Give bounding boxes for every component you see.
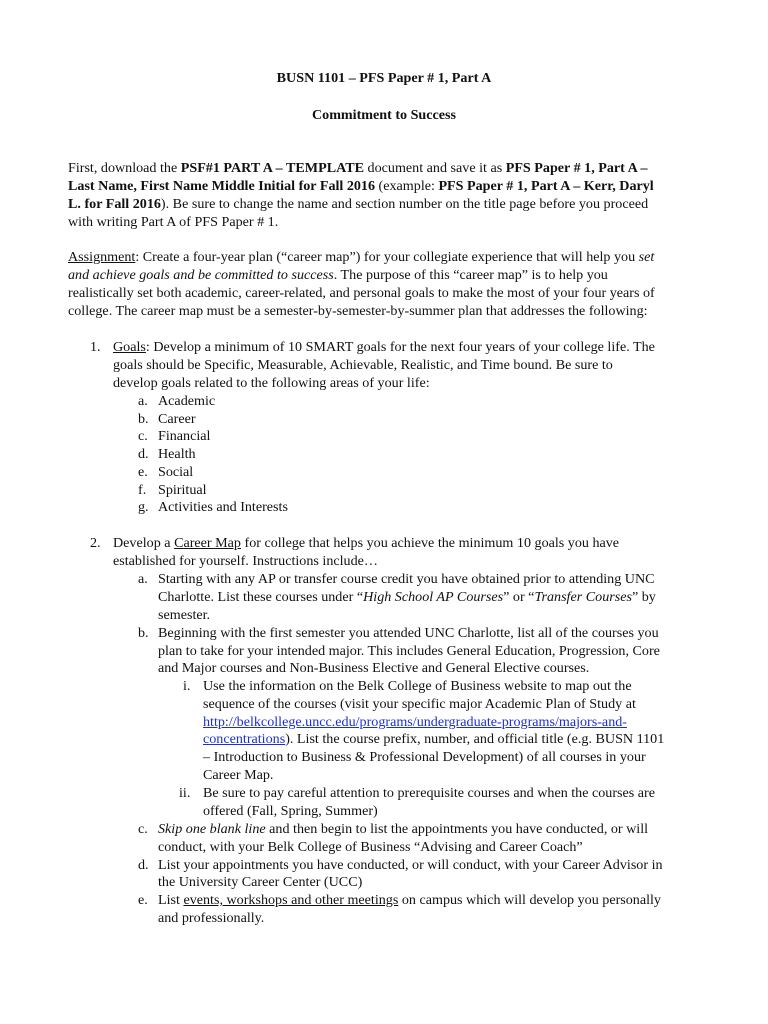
- subitem-d-line-1: List your appointments you have conducted, or will conduct, with your Career Advisor in: [158, 857, 663, 873]
- subitem-bi-line-3: [203, 714, 627, 732]
- intro-text: (example:: [375, 178, 439, 194]
- goal-area-health: Health: [158, 446, 196, 462]
- transfer-courses-label: Transfer Courses: [534, 589, 632, 605]
- plan-of-study-link[interactable]: http://belkcollege.uncc.edu/programs/undergraduate-programs/majors-and-: [203, 714, 627, 730]
- subitem-a-line-1: Starting with any AP or transfer course credit you have obtained prior to attending UNC: [158, 571, 655, 587]
- list-letter: e.: [138, 892, 148, 908]
- list-number: 2.: [90, 535, 101, 551]
- assignment-line-4: college. The career map must be a semester-by-semester-by-summer plan that addresses the following:: [68, 303, 648, 319]
- goal-area-career: Career: [158, 411, 196, 427]
- intro-text: document and save it as: [364, 160, 506, 176]
- subitem-a-text: ” or “: [503, 589, 535, 605]
- assignment-label: Assignment: [68, 249, 136, 265]
- ap-courses-label: High School AP Courses: [363, 589, 504, 605]
- goal-area-financial: Financial: [158, 428, 211, 444]
- assignment-line-3: realistically set both academic, career-related, and personal goals to make the most of your four years of: [68, 285, 655, 301]
- assignment-emphasis: set: [638, 249, 655, 265]
- goal-area-academic: Academic: [158, 393, 216, 409]
- assignment-emphasis: and achieve goals and be committed to success: [68, 267, 334, 283]
- assignment-text: . The purpose of this “career map” is to help you: [333, 267, 608, 283]
- subitem-c-text: and then begin to list the appointments you have conducted, or will: [265, 821, 649, 837]
- example-name: L. for Fall 2016: [68, 196, 161, 212]
- document-subtitle: Commitment to Success: [311, 107, 457, 123]
- list-letter: c.: [138, 821, 148, 837]
- subitem-c-line-1: [158, 821, 648, 839]
- career-map-label: Career Map: [174, 535, 241, 551]
- career-map-text: for college that helps you achieve the minimum 10 goals you have: [240, 535, 620, 551]
- goal-area-social: Social: [158, 464, 194, 480]
- subitem-bi-line-6: Career Map.: [203, 767, 274, 783]
- subitem-bi-text: ). List the course prefix, number, and official title (e.g. BUSN 1101: [285, 731, 665, 747]
- subitem-bii-line-1: Be sure to pay careful attention to prerequisite courses and when the courses are: [203, 785, 656, 801]
- subitem-e-line-1: [158, 892, 661, 910]
- career-map-line-1: [113, 535, 619, 553]
- subitem-b-line-3: and Major courses and Non-Business Elective and General Elective courses.: [158, 660, 590, 676]
- subitem-bi-line-4: [203, 731, 664, 749]
- goals-line-2: goals should be Specific, Measurable, Achievable, Realistic, and Time bound. Be sure to: [113, 357, 613, 373]
- subitem-b-line-1: Beginning with the first semester you attended UNC Charlotte, list all of the courses you: [158, 625, 659, 641]
- goals-line-1: [113, 339, 655, 357]
- assignment-line-2: [68, 267, 608, 285]
- list-letter: b.: [138, 625, 149, 641]
- subitem-d-line-2: the University Career Center (UCC): [158, 874, 363, 890]
- goals-text: : Develop a minimum of 10 SMART goals for the next four years of your college life. The: [145, 339, 655, 355]
- subitem-bi-line-5: – Introduction to Business & Professional Development) of all courses in your: [203, 749, 646, 765]
- list-letter: d.: [138, 857, 149, 873]
- example-name: PFS Paper # 1, Part A – Kerr, Daryl: [438, 178, 654, 194]
- events-label: events, workshops and other meetings: [183, 892, 399, 908]
- subitem-a-line-3: semester.: [158, 607, 211, 623]
- save-as-name: PFS Paper # 1, Part A –: [505, 160, 648, 176]
- roman-numeral: i.: [183, 678, 191, 694]
- intro-line-3: [68, 196, 648, 214]
- subitem-bi-line-2: sequence of the courses (visit your specific major Academic Plan of Study at: [203, 696, 636, 712]
- subitem-bi-line-1: Use the information on the Belk College of Business website to map out the: [203, 678, 632, 694]
- career-map-text: Develop a: [113, 535, 175, 551]
- intro-line-2: [68, 178, 654, 196]
- list-letter: e.: [138, 464, 148, 480]
- list-number: 1.: [90, 339, 101, 355]
- subitem-bii-line-2: offered (Fall, Spring, Summer): [203, 803, 378, 819]
- intro-line-4: with writing Part A of PFS Paper # 1.: [68, 214, 279, 230]
- goal-area-spiritual: Spiritual: [158, 482, 207, 498]
- list-letter: a.: [138, 393, 148, 409]
- goals-line-3: develop goals related to the following areas of your life:: [113, 375, 430, 391]
- goals-label: Goals: [113, 339, 146, 355]
- subitem-e-text: List: [158, 892, 184, 908]
- subitem-e-text: on campus which will develop you personally: [398, 892, 661, 908]
- list-letter: d.: [138, 446, 149, 462]
- subitem-c-line-2: conduct, with your Belk College of Business “Advising and Career Coach”: [158, 839, 583, 855]
- list-letter: b.: [138, 411, 149, 427]
- subitem-a-text: ” by: [631, 589, 656, 605]
- subitem-b-line-2: plan to take for your intended major. This includes General Education, Progression, Core: [158, 643, 660, 659]
- intro-text: ). Be sure to change the name and section number on the title page before you proceed: [160, 196, 649, 212]
- list-letter: c.: [138, 428, 148, 444]
- list-letter: a.: [138, 571, 148, 587]
- subitem-e-line-2: and professionally.: [158, 910, 265, 926]
- skip-line-emphasis: Skip one blank line: [158, 821, 266, 837]
- career-map-line-2: established for yourself. Instructions include…: [113, 553, 378, 569]
- goal-area-activities: Activities and Interests: [158, 499, 288, 515]
- roman-numeral: ii.: [179, 785, 191, 801]
- template-name: PSF#1 PART A – TEMPLATE: [180, 160, 365, 176]
- subitem-a-text: Charlotte. List these courses under “: [158, 589, 364, 605]
- intro-line-1: [68, 160, 648, 178]
- list-letter: g.: [138, 499, 149, 515]
- assignment-line-1: [68, 249, 654, 267]
- assignment-text: : Create a four-year plan (“career map”) for your collegiate experience that will help you: [135, 249, 639, 265]
- plan-of-study-link[interactable]: concentrations: [203, 731, 286, 747]
- save-as-name: Last Name, First Name Middle Initial for Fall 2016: [68, 178, 376, 194]
- document-title: BUSN 1101 – PFS Paper # 1, Part A: [276, 70, 492, 86]
- list-letter: f.: [138, 482, 147, 498]
- intro-text: First, download the: [68, 160, 181, 176]
- subitem-a-line-2: [158, 589, 656, 607]
